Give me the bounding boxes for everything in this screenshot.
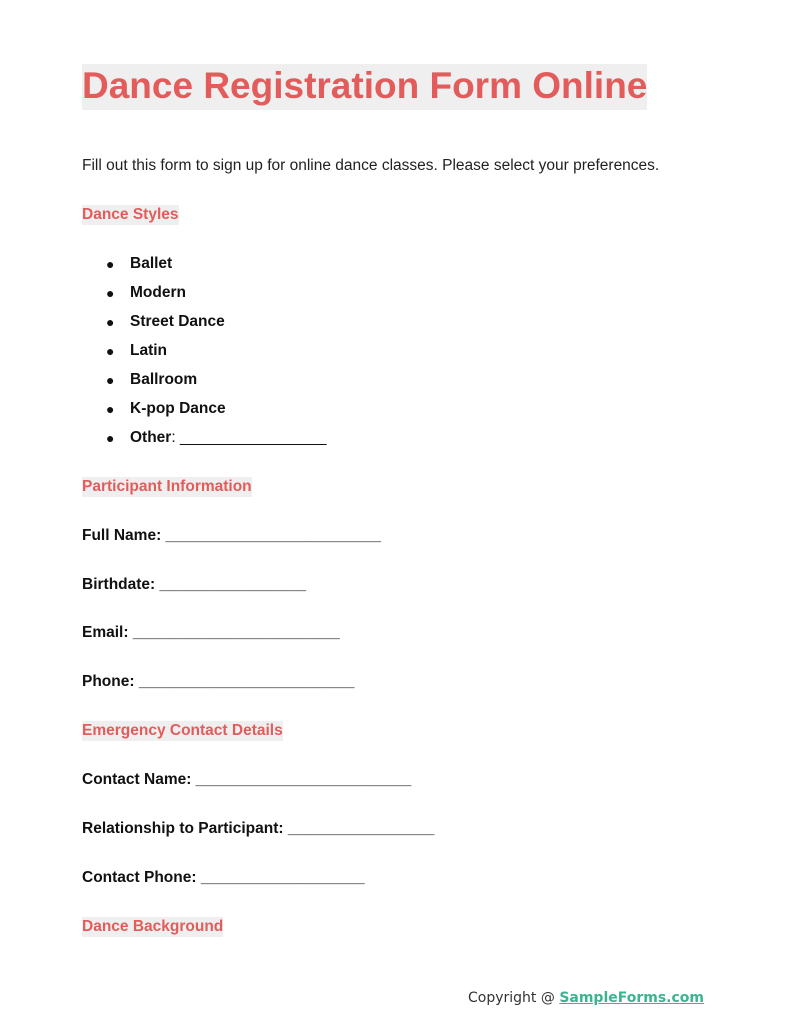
brand-link[interactable]: SampleForms.com: [559, 990, 705, 1006]
style-label: Latin: [130, 342, 168, 359]
full-name-field: Full Name: _________________________: [82, 527, 382, 544]
participant-info-heading: Participant Information: [82, 478, 252, 495]
emergency-contact-heading: Emergency Contact Details: [82, 722, 283, 739]
bullet-icon: ●: [106, 256, 115, 272]
dance-background-heading: Dance Background: [82, 918, 224, 935]
style-label: Ballet: [130, 255, 173, 272]
style-label: Ballroom: [130, 371, 198, 388]
bullet-icon: ●: [106, 314, 115, 330]
bullet-icon: ●: [106, 343, 115, 359]
intro-text: Fill out this form to sign up for online dance classes. Please select your preferences.: [82, 157, 660, 174]
contact-name-field: Contact Name: _________________________: [82, 771, 412, 788]
page-title: Dance Registration Form Online: [82, 64, 647, 110]
dance-styles-heading: Dance Styles: [82, 206, 179, 223]
phone-field: Phone: _________________________: [82, 673, 355, 690]
style-label: Street Dance: [130, 313, 225, 330]
bullet-icon: ●: [106, 430, 115, 446]
other-blank-field: : _________________: [171, 429, 327, 446]
style-label: K-pop Dance: [130, 400, 226, 417]
bullet-icon: ●: [106, 285, 115, 301]
contact-phone-field: Contact Phone: ___________________: [82, 869, 365, 886]
style-label: Modern: [130, 284, 186, 301]
bullet-icon: ●: [106, 401, 115, 417]
bullet-icon: ●: [106, 372, 115, 388]
relationship-field: Relationship to Participant: _________________: [82, 820, 435, 837]
copyright-footer: [468, 988, 704, 1008]
email-field: Email: ________________________: [82, 624, 340, 641]
style-label-other: Other: _________________: [130, 429, 327, 446]
copyright-text: Copyright @: [468, 990, 560, 1006]
birthdate-field: Birthdate: _________________: [82, 576, 307, 593]
